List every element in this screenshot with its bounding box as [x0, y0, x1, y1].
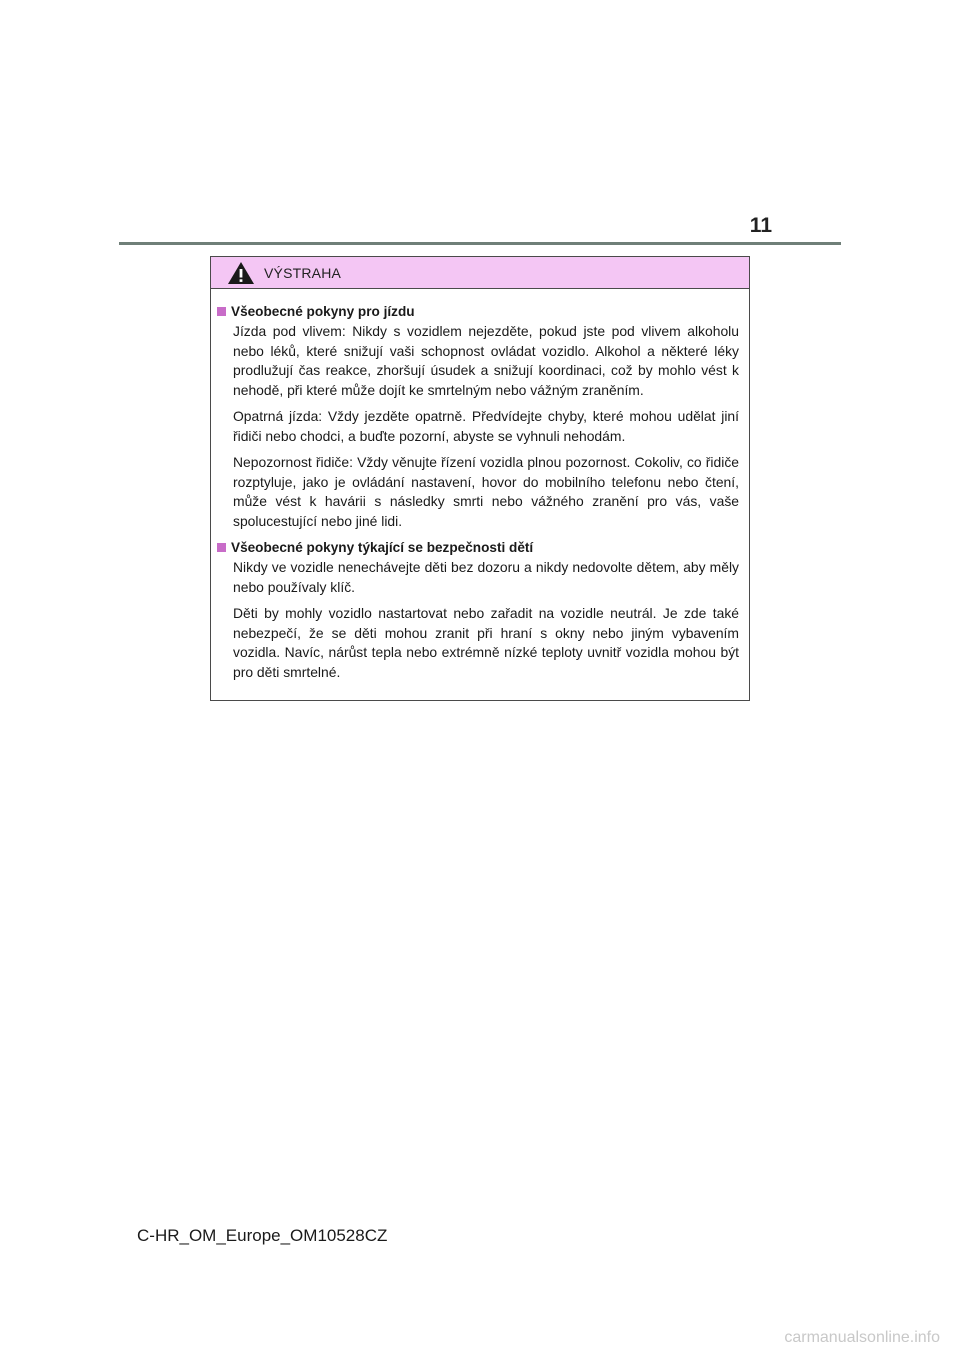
paragraph-driving-influence: Jízda pod vlivem: Nikdy s vozidlem nejezděte, pokud jste pod vlivem alkoholu nebo léků, které snižují vaši schopnost ovládat vozidlo. Alkohol a některé léky prodlužují čas reakce, zhoršují úsudek a snižují koordinaci, což by mohlo vést k nehodě, při které může dojít ke smrtelným nebo vážným zraněním. — [233, 323, 739, 398]
paragraph-children-danger: Děti by mohly vozidlo nastartovat nebo zařadit na vozidle neutrál. Je zde také nebezpečí, že se děti mohou zranit při hraní s okny nebo jiným vybavením vozidla. Navíc, nárůst tepla nebo extrémně nízké teploty uvnitř vozidla mohou být pro děti smrtelné. — [233, 605, 739, 680]
page-number: 11 — [749, 214, 772, 237]
paragraph-children-unattended: Nikdy ve vozidle nenechávejte děti bez dozoru a nikdy nedovolte dětem, aby měly nebo používaly klíč. — [233, 559, 739, 595]
section-heading-text: Všeobecné pokyny týkající se bezpečnosti dětí — [231, 540, 534, 555]
watermark: carmanualsonline.info — [784, 1329, 940, 1346]
paragraph-careful-driving: Opatrná jízda: Vždy jezděte opatrně. Předvídejte chyby, které mohou udělat jiní řidiči nebo chodci, a buďte pozorní, abyste se vyhnuli nehodám. — [233, 408, 739, 444]
section-heading-child-safety — [217, 538, 739, 557]
section-heading-text: Všeobecné pokyny pro jízdu — [231, 304, 415, 319]
square-bullet-icon — [217, 307, 226, 316]
warning-title: VÝSTRAHA — [264, 264, 342, 281]
warning-body — [211, 289, 749, 700]
square-bullet-icon — [217, 543, 226, 552]
warning-box — [210, 256, 750, 701]
warning-header — [211, 257, 749, 289]
footer-document-code: C-HR_OM_Europe_OM10528CZ — [137, 1226, 388, 1245]
paragraph-driver-attention: Nepozornost řidiče: Vždy věnujte řízení vozidla plnou pozornost. Cokoliv, co řidiče rozptyluje, jako je ovládání nastavení, hovor do mobilního telefonu nebo čtení, může vést k havárii s následky smrti nebo vážného zranění pro vás, vaše spolucestující nebo jiné lidi. — [233, 454, 739, 529]
section-heading-driving — [217, 302, 739, 321]
warning-triangle-icon — [227, 261, 255, 285]
header-rule — [119, 242, 841, 245]
